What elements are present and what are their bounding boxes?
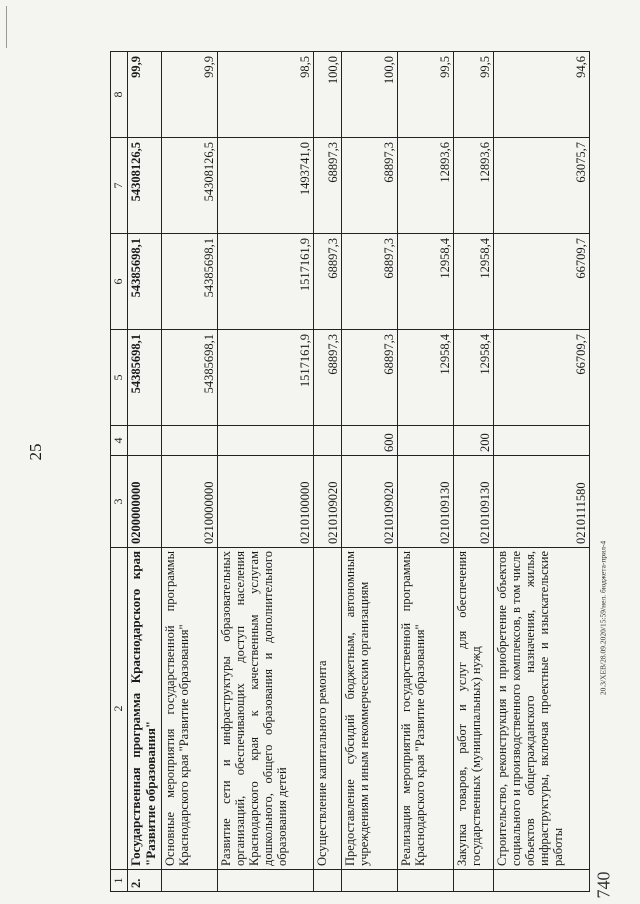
row-name: Развитие сети и инфраструктуры образовательных организаций, обеспечивающих доступ населения Краснодарского края к качественным услугам дошкольного, общего образования и дополнительного образования детей xyxy=(218,548,314,870)
value-executed: 12893,6 xyxy=(398,138,454,234)
row-name: Реализация мероприятий государственной программы Краснодарского края "Развитие образования" xyxy=(398,548,454,870)
row-index xyxy=(398,870,454,892)
expense-type xyxy=(494,426,590,456)
row-name: Осуществление капитального ремонта xyxy=(314,548,342,870)
target-code: 0210100000 xyxy=(218,456,314,548)
row-name: Строительство, реконструкция и приобретение объектов социального и производственного комплексов, в том числе объектов общегражданского назначения, жилья, инфраструктуры, включая проектные и изыскательские работы xyxy=(494,548,590,870)
value-executed: 12893,6 xyxy=(454,138,494,234)
value-percent: 100,0 xyxy=(314,52,342,138)
row-name: Закупка товаров, работ и услуг для обеспечения государственных (муниципальных) нужд xyxy=(454,548,494,870)
value-plan: 54385698,1 xyxy=(162,234,218,330)
expense-type xyxy=(218,426,314,456)
table-row xyxy=(454,52,494,892)
value-plan: 12958,4 xyxy=(398,234,454,330)
table-row xyxy=(218,52,314,892)
expense-type: 600 xyxy=(342,426,398,456)
value-percent: 99,5 xyxy=(454,52,494,138)
row-index xyxy=(342,870,398,892)
table-row xyxy=(314,52,342,892)
row-index: 2. xyxy=(128,870,162,892)
value-percent: 100,0 xyxy=(342,52,398,138)
value-executed: 68897,3 xyxy=(314,138,342,234)
value-plan: 68897,3 xyxy=(314,234,342,330)
row-index xyxy=(454,870,494,892)
budget-table xyxy=(110,51,590,892)
column-header: 1 xyxy=(111,870,128,892)
row-name: Предоставление субсидий бюджетным, автономным учреждениям и иным некоммерческим организациям xyxy=(342,548,398,870)
value-percent: 98,5 xyxy=(218,52,314,138)
value-plan: 1517161,9 xyxy=(218,234,314,330)
target-code: 0210111580 xyxy=(494,456,590,548)
value-percent: 94,6 xyxy=(494,52,590,138)
page-number: 25 xyxy=(26,443,45,461)
row-index xyxy=(162,870,218,892)
column-header: 4 xyxy=(111,426,128,456)
table-row xyxy=(494,52,590,892)
value-executed: 54308126,5 xyxy=(162,138,218,234)
value-plan: 68897,3 xyxy=(342,234,398,330)
value-executed: 68897,3 xyxy=(342,138,398,234)
row-index xyxy=(494,870,590,892)
expense-type xyxy=(162,426,218,456)
column-header: 6 xyxy=(111,234,128,330)
value-executed: 63075,7 xyxy=(494,138,590,234)
expense-type xyxy=(398,426,454,456)
value-approved: 12958,4 xyxy=(398,330,454,426)
value-plan: 54385698,1 xyxy=(128,234,162,330)
value-plan: 66709,7 xyxy=(494,234,590,330)
column-number-row xyxy=(111,52,128,892)
row-name: Основные мероприятия государственной программы Краснодарского края "Развитие образования" xyxy=(162,548,218,870)
value-approved: 1517161,9 xyxy=(218,330,314,426)
value-approved: 68897,3 xyxy=(314,330,342,426)
row-index xyxy=(314,870,342,892)
value-percent: 99,9 xyxy=(128,52,162,138)
value-approved: 12958,4 xyxy=(454,330,494,426)
value-approved: 66709,7 xyxy=(494,330,590,426)
expense-type: 200 xyxy=(454,426,494,456)
target-code: 0210109130 xyxy=(398,456,454,548)
value-approved: 54385698,1 xyxy=(128,330,162,426)
column-header: 5 xyxy=(111,330,128,426)
target-code: 0210000000 xyxy=(162,456,218,548)
scan-edge-line xyxy=(0,6,7,48)
target-code: 0210109020 xyxy=(342,456,398,548)
column-header: 8 xyxy=(111,52,128,138)
target-code: 0210109020 xyxy=(314,456,342,548)
value-percent: 99,5 xyxy=(398,52,454,138)
column-header: 3 xyxy=(111,456,128,548)
row-index xyxy=(218,870,314,892)
value-percent: 99,9 xyxy=(162,52,218,138)
column-header: 2 xyxy=(111,548,128,870)
value-executed: 54308126,5 xyxy=(128,138,162,234)
footer-document-code: 20.3/ХЕВ/28.09.2020/15:59/нел. бюджета-прил-4 xyxy=(598,540,608,696)
budget-table-rotated xyxy=(110,52,588,892)
table-row xyxy=(342,52,398,892)
column-header: 7 xyxy=(111,138,128,234)
value-approved: 68897,3 xyxy=(342,330,398,426)
target-code: 0200000000 xyxy=(128,456,162,548)
value-plan: 12958,4 xyxy=(454,234,494,330)
row-name: Государственная программа Краснодарского края "Развитие образования" xyxy=(128,548,162,870)
expense-type xyxy=(128,426,162,456)
value-approved: 54385698,1 xyxy=(162,330,218,426)
value-executed: 1493741,0 xyxy=(218,138,314,234)
table-row xyxy=(162,52,218,892)
expense-type xyxy=(314,426,342,456)
handwritten-sheet-number: 740 xyxy=(593,871,614,899)
table-row xyxy=(128,52,162,892)
table-row xyxy=(398,52,454,892)
target-code: 0210109130 xyxy=(454,456,494,548)
